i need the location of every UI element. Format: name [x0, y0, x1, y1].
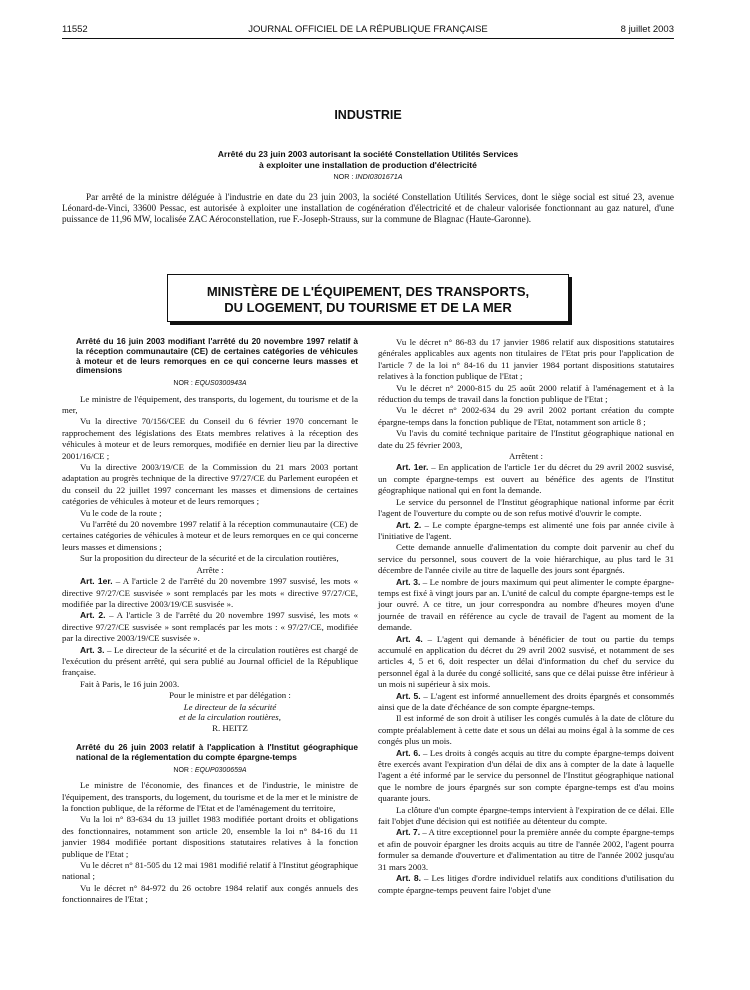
article-label: Art. 7. — [396, 827, 421, 838]
signature-delegation: Pour le ministre et par délégation : — [169, 690, 291, 701]
article-text: – A l'article 3 de l'arrêté du 20 novembre 1997 susvisé, les mots « directive 97/27/CE susvisée » sont remplacés par les mots : « 97/27/CE, modifiée par la directive 2003/19/CE susvisée ». — [62, 610, 358, 644]
paragraph: Cette demande annuelle d'alimentation du compte doit parvenir au chef du service du personnel, sous couvert de la voie hiérarchique, au plus tard le 31 décembre de l'année civile au titre de laquelle des jours sont épargnés. — [378, 542, 674, 576]
article — [62, 610, 358, 644]
article-label: Art. 8. — [396, 873, 421, 884]
industrie-title-line2: à exploiter une installation de production d'électricité — [259, 159, 477, 170]
issue-date: 8 juillet 2003 — [620, 24, 674, 35]
article-label: Art. 1er. — [396, 462, 429, 473]
paragraph: Le service du personnel de l'Institut géographique national informe par écrit l'agent de l'ouverture du compte ou de son refus motivé d'ouvrir le compte. — [378, 496, 674, 519]
header-rule — [62, 38, 674, 39]
article — [378, 873, 674, 896]
article-label: Art. 1er. — [80, 576, 113, 587]
page-header — [62, 24, 674, 38]
article-label: Art. 3. — [80, 644, 105, 655]
ministry-line2: DU LOGEMENT, DU TOURISME ET DE LA MER — [224, 300, 512, 315]
paragraph: Sur la proposition du directeur de la sécurité et de la circulation routières, — [80, 553, 339, 564]
industrie-decree-title — [62, 149, 674, 170]
article — [378, 577, 674, 634]
paragraph: Vu la loi n° 83-634 du 13 juillet 1983 modifiée portant droits et obligations des fonctionnaires, notamment son article 20, ensemble la loi n° 84-16 du 11 janvier 1984 modifiée portant dispositions statutaires relatives à la fonction publique de l'Etat ; — [62, 814, 358, 859]
article-text: – Le nombre de jours maximum qui peut alimenter le compte épargne-temps est fixé à vingt jours par an. L'unité de calcul du compte épargne-temps est le jour ouvré. A ce titre, un jour correspondra au nombre d'heures moyen d'une journée de travail en référence au cycle de travail de l'agent au moment de la demande. — [378, 576, 675, 633]
arretent-heading: Arrêtent : — [509, 451, 543, 462]
paragraph: Le ministre de l'économie, des finances et de l'industrie, le ministre de l'équipement, des transports, du logement, du tourisme et de la mer et le ministre de la fonction publique, de la réforme de l'Etat et de l'aménagement du territoire, — [62, 780, 358, 813]
paragraph: Vu le décret n° 2000-815 du 25 août 2000 relatif à l'aménagement et à la réduction du temps de travail dans la fonction publique de l'Etat ; — [378, 382, 674, 405]
article-label: Art. 6. — [396, 747, 421, 758]
signature-title-1: Le directeur de la sécurité — [183, 701, 277, 712]
article-text: – Les droits à congés acquis au titre du compte épargne-temps doivent être exercés avant l'expiration d'un délai de dix ans à compter de la date à laquelle l'agent a été informé par le service du personnel de l'Institut géographique national que le nombre de jours épargnés sur son compte épargne-temps est d'au moins quarante jours. — [378, 747, 675, 804]
paragraph: Vu la directive 2003/19/CE de la Commission du 21 mars 2003 portant adaptation au progrès technique de la directive 97/27/CE du Parlement européen et du conseil du 22 juillet 1997 concernant les masses et dimensions de certaines catégories de véhicules à moteur et de leurs remorques ; — [62, 462, 358, 507]
paragraph: Vu l'arrêté du 20 novembre 1997 relatif à la réception communautaire (CE) de certaines catégories de véhicules à moteur et de leurs remorques en ce qui concerne leurs masses et dimensions ; — [62, 519, 358, 552]
decree-title-16-juin: Arrêté du 16 juin 2003 modifiant l'arrêté du 20 novembre 1997 relatif à la réception communautaire (CE) de certaines catégories de véhicules à moteur et de leurs remorques en ce qui concerne leurs masses et dimensions — [76, 336, 358, 376]
article — [378, 462, 674, 496]
industrie-title-line1: Arrêté du 23 juin 2003 autorisant la société Constellation Utilités Services — [217, 149, 519, 159]
article-label: Art. 5. — [396, 690, 421, 701]
paragraph: Le ministre de l'équipement, des transports, du logement, du tourisme et de la mer, — [62, 393, 358, 415]
article — [378, 748, 674, 805]
article-text: – En application de l'article 1er du décret du 29 avril 2002 susvisé, un compte épargne-temps est ouvert au bénéfice des agents de l'Institut géographique national qui en font la demande. — [378, 462, 675, 496]
article-label: Art. 4. — [396, 633, 423, 644]
nor-label: NOR : — [173, 380, 193, 388]
paragraph: La clôture d'un compte épargne-temps intervient à l'expiration de ce délai. Elle fait l'objet d'une décision qui est notifiée au détenteur du compte. — [378, 804, 674, 827]
article — [378, 520, 674, 543]
article-label: Art. 2. — [396, 519, 422, 530]
ministry-line1: MINISTÈRE DE L'ÉQUIPEMENT, DES TRANSPORTS, — [206, 284, 530, 299]
article — [62, 576, 358, 610]
industrie-decree-body: Par arrêté de la ministre déléguée à l'industrie en date du 23 juin 2003, la société Constellation Utilités Services, dont le siège social est situé 23, avenue Léonard-de-Vinci, 33600 Pessac, est autorisée à exploiter une installation de cogénération d'électricité et de chaleur valorisée fonctionnant au gaz naturel, d'une puissance de 11,96 MW, localisée ZAC Aéroconstellation, rue F.-Joseph-Strauss, sur la commune de Blagnac (Haute-Garonne). — [62, 192, 674, 225]
paragraph: Vu l'avis du comité technique paritaire de l'Institut géographique national en date du 25 février 2003, — [378, 428, 674, 450]
journal-title: JOURNAL OFFICIEL DE LA RÉPUBLIQUE FRANÇAISE — [248, 24, 488, 35]
article-text: – A titre exceptionnel pour la première année du compte épargne-temps et afin de pouvoir épargner les droits acquis au titre de l'année 2002, l'agent pourra formuler sa demande d'ouverture et d'alimentation au titre de l'année 2002 jusqu'au 31 mars 2003. — [378, 827, 675, 872]
article — [378, 634, 674, 691]
paragraph: Vu le décret n° 86-83 du 17 janvier 1986 relatif aux dispositions statutaires générales applicables aux agents non titulaires de l'Etat pris pour l'application de l'article 7 de la loi n° 84-16 du 11 janvier 1984 portant dispositions statutaires relatives à la fonction publique de l'Etat ; — [378, 337, 674, 382]
paragraph: Vu le décret n° 2002-634 du 29 avril 2002 portant création du compte épargne-temps dans la fonction publique de l'Etat, notamment son article 8 ; — [378, 405, 674, 427]
ministry-heading-box — [167, 274, 569, 322]
arrete-heading: Arrête : — [196, 564, 224, 575]
signature-title-2: et de la circulation routières, — [179, 712, 281, 723]
article — [378, 827, 674, 873]
article — [62, 645, 358, 679]
article-text: – Le directeur de la sécurité et de la circulation routières est chargé de l'exécution du présent arrêté, qui sera publié au Journal officiel de la République française. — [62, 644, 358, 678]
paragraph: Vu le décret n° 81-505 du 12 mai 1981 modifié relatif à l'Institut géographique national ; — [62, 860, 358, 882]
nor-code: EQUP0300659A — [194, 766, 247, 774]
nor-label: NOR : — [173, 766, 193, 774]
article-label: Art. 2. — [80, 610, 106, 621]
paragraph: Vu le décret n° 84-972 du 26 octobre 1984 relatif aux congés annuels des fonctionnaires de l'Etat ; — [62, 882, 358, 905]
decree-nor-26-juin — [62, 765, 358, 776]
paragraph: Vu le code de la route ; — [80, 507, 162, 518]
nor-code: INDI0301671A — [355, 172, 403, 181]
article-text: – L'agent qui demande à bénéficier de tout ou partie du temps accumulé en application du décret du 29 avril 2002 susvisé, et notamment de ses articles 4, 5 et 6, doit respecter un délai d'information du chef du service du personnel égal à la durée du congé sollicité, sans que ce délai puisse être inférieur à un mois ni supérieur à six mois. — [378, 633, 675, 690]
page-number: 11552 — [62, 24, 88, 35]
article-text: – Les litiges d'ordre individuel relatifs aux conditions d'utilisation du compte épargne-temps peuvent faire l'objet d'une — [378, 873, 675, 895]
article-text: – A l'article 2 de l'arrêté du 20 novembre 1997 susvisé, les mots « directive 97/27/CE susvisée » sont remplacés par les mots « directive 97/27/CE, modifiée par la directive 2003/19/CE susvisée ». — [62, 576, 358, 609]
article-text: – L'agent est informé annuellement des droits épargnés et consommés ainsi que de la date d'échéance de son compte épargne-temps. — [378, 690, 675, 712]
paragraph: Il est informé de son droit à utiliser les congés cumulés à la date de clôture du compte préalablement à cette date et sous un délai au moins égal à la somme de ces congés plus un mois. — [378, 713, 674, 747]
signatory-name: R. HEITZ — [212, 722, 248, 733]
section-title-industrie: INDUSTRIE — [334, 108, 402, 122]
article-text: – Le compte épargne-temps est alimenté une fois par année civile à l'initiative de l'agent. — [378, 519, 675, 541]
nor-label: NOR : — [333, 172, 354, 181]
left-column — [62, 337, 358, 906]
right-column — [378, 337, 674, 896]
done-at: Fait à Paris, le 16 juin 2003. — [80, 678, 180, 689]
industrie-nor — [62, 172, 674, 181]
nor-code: EQUS0300943A — [194, 380, 247, 388]
decree-nor-16-juin — [62, 378, 358, 389]
decree-title-26-juin: Arrêté du 26 juin 2003 relatif à l'application à l'Institut géographique national de la réglementation du compte épargne-temps — [76, 742, 358, 762]
paragraph: Vu la directive 70/156/CEE du Conseil du 6 février 1970 concernant le rapprochement des législations des Etats membres relatives à la réception des véhicules à moteur et de leurs remorques, modifiée en dernier lieu par la directive 2001/16/CE ; — [62, 416, 358, 461]
article — [378, 691, 674, 714]
article-label: Art. 3. — [396, 576, 421, 587]
